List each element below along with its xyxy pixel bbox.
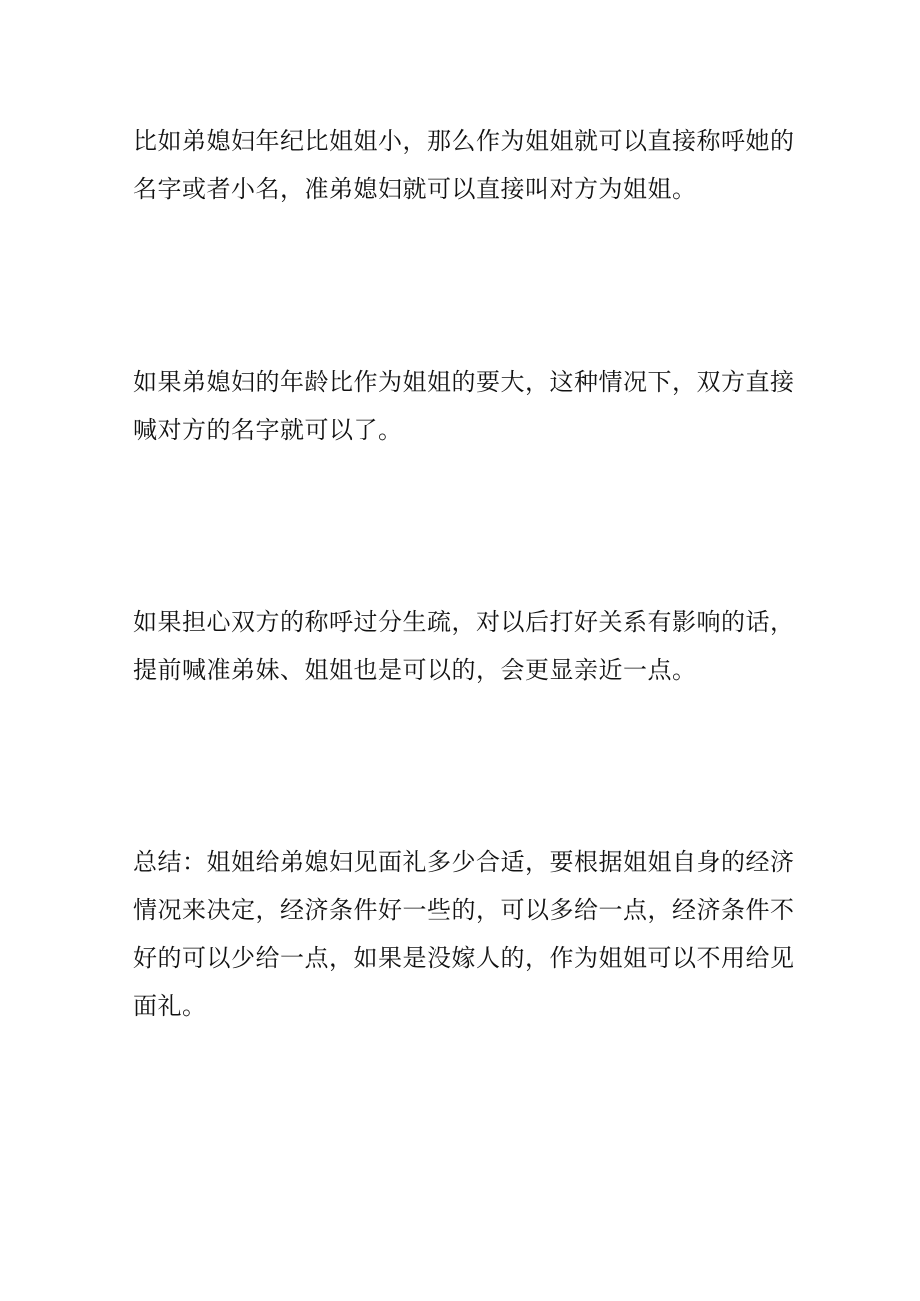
paragraph-4-summary [133,838,803,1030]
paragraph-2 [133,358,803,454]
paragraph-line: 名字或者小名，准弟媳妇就可以直接叫对方为姐姐。 [133,175,697,203]
paragraph-line: 比如弟媳妇年纪比姐姐小，那么作为姐姐就可以直接称呼她的 [133,127,795,155]
paragraph-line: 情况来决定，经济条件好一些的，可以多给一点，经济条件不 [133,896,795,924]
paragraph-3 [133,598,803,694]
paragraph-1 [133,117,803,213]
paragraph-line: 面礼。 [133,992,207,1020]
paragraph-line: 如果担心双方的称呼过分生疏，对以后打好关系有影响的话， [133,608,795,636]
paragraph-line: 提前喊准弟妹、姐姐也是可以的，会更显亲近一点。 [133,656,697,684]
paragraph-line: 总结：姐姐给弟媳妇见面礼多少合适，要根据姐姐自身的经济 [133,848,795,876]
paragraph-line: 如果弟媳妇的年龄比作为姐姐的要大，这种情况下，双方直接 [133,368,795,396]
paragraph-line: 好的可以少给一点，如果是没嫁人的，作为姐姐可以不用给见 [133,944,795,972]
paragraph-line: 喊对方的名字就可以了。 [133,416,403,444]
